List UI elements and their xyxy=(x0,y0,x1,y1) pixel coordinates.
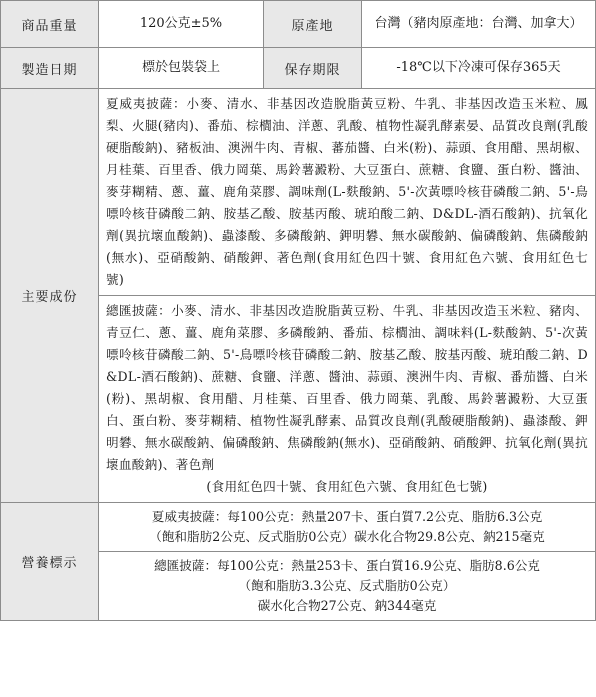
combo-ingredients-cell xyxy=(99,296,596,503)
shelf-life-label: 保存期限 xyxy=(264,48,362,89)
hawaiian-nutrition-cell xyxy=(99,503,596,552)
hawaiian-nutrition-line1: 夏威夷披薩：每100公克：熱量207卡、蛋白質7.2公克、脂肪6.3公克 xyxy=(151,509,543,524)
combo-nutrition-line3: 碳水化合物27公克、鈉344毫克 xyxy=(257,598,437,613)
nutrition-label: 營養標示 xyxy=(1,503,99,621)
origin-value: 台灣（豬肉原產地：台灣、加拿大） xyxy=(362,1,596,48)
hawaiian-ingredients-cell xyxy=(99,89,596,296)
ingredients-label: 主要成份 xyxy=(1,89,99,503)
origin-label: 原產地 xyxy=(264,1,362,48)
weight-label: 商品重量 xyxy=(1,1,99,48)
weight-value: 120公克±5% xyxy=(99,1,264,48)
combo-nutrition-cell xyxy=(99,552,596,621)
combo-ingredients-text: 總匯披薩：小麥、清水、非基因改造脫脂黃豆粉、牛乳、非基因改造玉米粒、豬肉、青豆仁、蔥、薑、鹿角菜膠、多磷酸鈉、番茄、棕櫚油、調味料(L-麩酸鈉、5'-次黃嘌呤核苷磷酸二鈉、5'-鳥嘌呤核苷磷酸二鈉、胺基乙酸、胺基丙酸、琥珀酸二鈉、D&DL-酒石酸鈉)、蔗糖、食鹽、洋蔥、醬油、蒜頭、澳洲牛肉、青椒、番茄醬、白米(粉)、黑胡椒、食用醋、月桂葉、百里香、俄力岡葉、乳酸、馬鈴薯澱粉、大豆蛋白、蛋白粉、麥芽糊精、植物性凝乳酵素、品質改良劑(乳酸硬脂酸鈉)、蟲漆酸、鉀明礬、無水碳酸鈉、偏磷酸鈉、焦磷酸鈉(無水)、亞硝酸鈉、硝酸鉀、抗氧化劑(異抗壞血酸鈉)、著色劑 xyxy=(106,303,588,472)
shelf-life-value: -18℃以下冷凍可保存365天 xyxy=(362,48,596,89)
hawaiian-ingredients-text: 夏威夷披薩：小麥、清水、非基因改造脫脂黃豆粉、牛乳、非基因改造玉米粒、鳳梨、火腿(豬肉)、番茄、棕櫚油、洋蔥、乳酸、植物性凝乳酵素晏、品質改良劑(乳酸硬脂酸鈉)、豬板油、澳洲牛肉、青椒、蕃茄醬、白米(粉)、蒜頭、食用醋、黑胡椒、月桂葉、百里香、俄力岡葉、馬鈴薯澱粉、大豆蛋白、蔗糖、食鹽、蛋白粉、醬油、麥芽糊精、蔥、薑、鹿角菜膠、調味劑(L-麩酸鈉、5'-次黃嘌呤核苷磷酸二鈉、5'-鳥嘌呤核苷磷酸二鈉、胺基乙酸、胺基丙酸、琥珀酸二鈉、D&DL-酒石酸鈉)、抗氧化劑(異抗壞血酸鈉)、蟲漆酸、多磷酸鈉、鉀明礬、無水碳酸鈉、偏磷酸鈉、焦磷酸鈉(無水)、亞硝酸鈉、硝酸鉀、著色劑(食用紅色四十號、食用紅色六號、食用紅色七號) xyxy=(106,96,588,287)
mfg-date-value: 標於包裝袋上 xyxy=(99,48,264,89)
nutrition-row-hawaiian xyxy=(1,503,596,552)
hawaiian-nutrition-line2: （飽和脂肪2公克、反式脂肪0公克）碳水化合物29.8公克、鈉215毫克 xyxy=(149,529,545,544)
spec-row-date-shelf xyxy=(1,48,596,89)
ingredients-row-hawaiian xyxy=(1,89,596,296)
hawaiian-nutrition xyxy=(99,503,595,551)
combo-ingredients-tail: (食用紅色四十號、食用紅色六號、食用紅色七號) xyxy=(206,479,488,494)
combo-nutrition-line1: 總匯披薩：每100公克：熱量253卡、蛋白質16.9公克、脂肪8.6公克 xyxy=(154,558,540,573)
combo-nutrition-line2: （飽和脂肪3.3公克、反式脂肪0公克） xyxy=(238,578,456,593)
mfg-date-label: 製造日期 xyxy=(1,48,99,89)
combo-nutrition xyxy=(99,552,595,620)
spec-row-weight-origin xyxy=(1,1,596,48)
